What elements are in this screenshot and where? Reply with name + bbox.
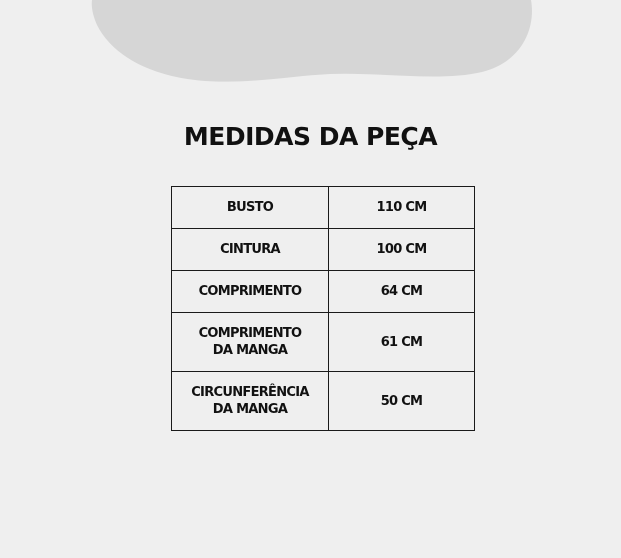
label-line: DA MANGA: [212, 402, 288, 417]
measure-label: [172, 271, 329, 313]
table-row: [172, 229, 475, 271]
table-row: [172, 271, 475, 313]
table-row: [172, 372, 475, 431]
measure-value: 100 CM: [329, 229, 475, 271]
table-row: [172, 313, 475, 372]
label-line: CIRCUNFERÊNCIA: [191, 385, 309, 400]
measure-value: 61 CM: [329, 313, 475, 372]
measurements-table: [171, 186, 475, 431]
measure-label: [172, 372, 329, 431]
measure-value: 50 CM: [329, 372, 475, 431]
measure-label: [172, 313, 329, 372]
label-line: COMPRIMENTO: [198, 284, 302, 299]
table-row: [172, 187, 475, 229]
label-line: CINTURA: [220, 242, 280, 257]
measure-value: 64 CM: [329, 271, 475, 313]
label-line: BUSTO: [226, 200, 274, 215]
page-title: MEDIDAS DA PEÇA: [183, 122, 438, 151]
measure-label: [172, 229, 329, 271]
measure-label: [172, 187, 329, 229]
decorative-blob: [0, 0, 621, 90]
label-line: COMPRIMENTO: [198, 326, 302, 341]
measure-value: 110 CM: [329, 187, 475, 229]
label-line: DA MANGA: [212, 343, 288, 358]
